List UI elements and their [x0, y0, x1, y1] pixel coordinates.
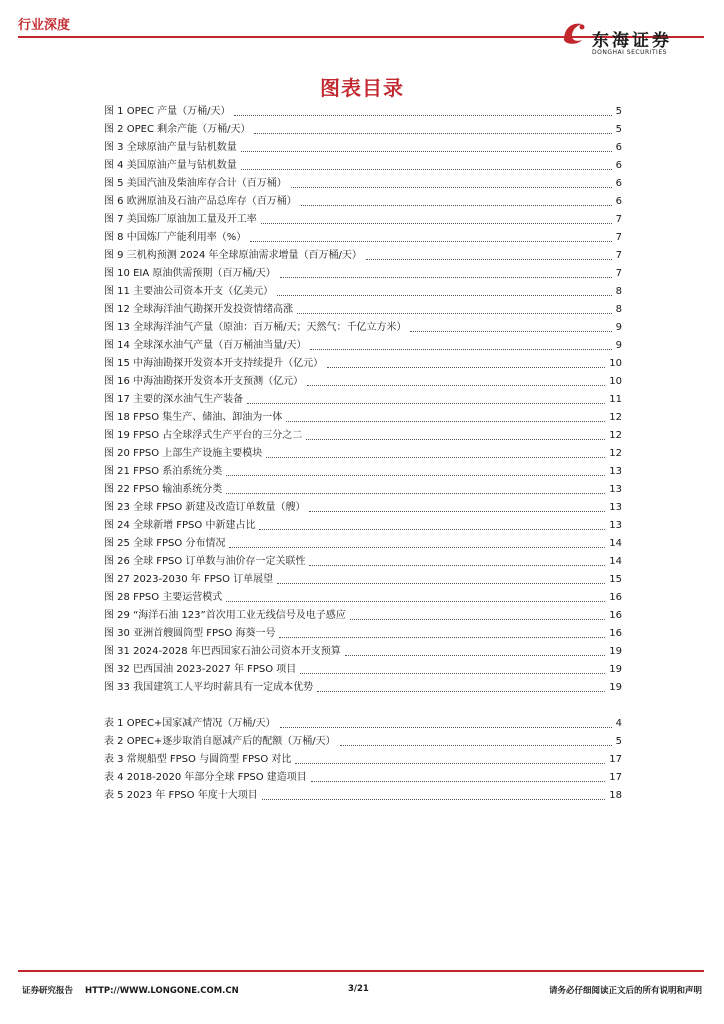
figure-entry-page: 6	[615, 160, 622, 171]
dot-leader	[241, 168, 612, 170]
figure-entry[interactable]	[104, 551, 622, 569]
figure-entry-page: 13	[609, 502, 622, 513]
figure-entry-label: 图 12 全球海洋油气勘探开发投资情绪高涨	[104, 304, 294, 315]
page-number: 3/21	[348, 984, 369, 994]
dot-leader	[280, 276, 612, 278]
dot-leader	[226, 474, 605, 476]
figure-entry[interactable]	[104, 641, 622, 659]
figure-entry[interactable]	[104, 569, 622, 587]
figure-entry-label: 图 8 中国炼厂产能利用率（%）	[104, 232, 247, 243]
figure-entry-label: 图 33 我国建筑工人平均时薪具有一定成本优势	[104, 682, 314, 693]
figure-entry-page: 13	[609, 466, 622, 477]
figure-entry-page: 16	[609, 610, 622, 621]
figure-entry[interactable]	[104, 461, 622, 479]
dot-leader	[234, 114, 611, 116]
dot-leader	[350, 618, 606, 620]
table-entry[interactable]	[104, 713, 622, 731]
figure-entry-label: 图 31 2024-2028 年巴西国家石油公司资本开支预算	[104, 646, 341, 657]
dot-leader	[261, 222, 612, 224]
figure-list	[104, 101, 622, 695]
dot-leader	[277, 294, 612, 296]
dot-leader	[226, 492, 605, 494]
figure-entry-label: 图 16 中海油勘探开发资本开支预测（亿元）	[104, 376, 304, 387]
figure-entry-label: 图 25 全球 FPSO 分布情况	[104, 538, 226, 549]
dot-leader	[309, 510, 605, 512]
table-entry-page: 5	[615, 736, 622, 747]
logo-text-en: DONGHAI SECURITIES	[592, 49, 667, 56]
figure-entry[interactable]	[104, 119, 622, 137]
figure-entry-label: 图 13 全球海洋油气产量（原油：百万桶/天；天然气：千亿立方米）	[104, 322, 407, 333]
figure-entry-page: 11	[609, 394, 622, 405]
figure-entry[interactable]	[104, 479, 622, 497]
dot-leader	[254, 132, 611, 134]
dot-leader	[327, 366, 605, 368]
dot-leader	[250, 240, 611, 242]
figure-entry-page: 13	[609, 520, 622, 531]
figure-entry-label: 图 18 FPSO 集生产、储油、卸油为一体	[104, 412, 283, 423]
figure-entry-page: 16	[609, 592, 622, 603]
figure-entry[interactable]	[104, 407, 622, 425]
figure-entry[interactable]	[104, 137, 622, 155]
figure-entry[interactable]	[104, 533, 622, 551]
figure-entry-label: 图 27 2023-2030 年 FPSO 订单展望	[104, 574, 274, 585]
figure-entry[interactable]	[104, 515, 622, 533]
company-logo	[560, 18, 706, 58]
figure-entry-label: 图 22 FPSO 输油系统分类	[104, 484, 223, 495]
figure-entry[interactable]	[104, 299, 622, 317]
figure-entry-page: 8	[615, 286, 622, 297]
figure-entry-page: 14	[609, 556, 622, 567]
figure-entry[interactable]	[104, 605, 622, 623]
figure-entry-label: 图 20 FPSO 上部生产设施主要模块	[104, 448, 263, 459]
dot-leader	[286, 420, 605, 422]
figure-entry[interactable]	[104, 245, 622, 263]
figure-entry-label: 图 23 全球 FPSO 新建及改造订单数量（艘）	[104, 502, 306, 513]
figure-entry[interactable]	[104, 677, 622, 695]
dot-leader	[247, 402, 605, 404]
table-entry[interactable]	[104, 785, 622, 803]
dot-leader	[300, 672, 605, 674]
dot-leader	[307, 384, 605, 386]
figure-entry-page: 9	[615, 322, 622, 333]
dot-leader	[259, 528, 605, 530]
figure-entry-label: 图 29 “海洋石油 123”首次用工业无线信号及电子感应	[104, 610, 346, 621]
dot-leader	[279, 636, 605, 638]
figure-entry-label: 图 7 美国炼厂原油加工量及开工率	[104, 214, 257, 225]
figure-entry-page: 14	[609, 538, 622, 549]
footer-left	[22, 984, 239, 996]
figure-entry-label: 图 17 主要的深水油气生产装备	[104, 394, 244, 405]
figure-entry-page: 5	[615, 106, 622, 117]
figure-entry-label: 图 10 EIA 原油供需预期（百万桶/天）	[104, 268, 276, 279]
figure-entry-page: 12	[609, 430, 622, 441]
figure-entry[interactable]	[104, 227, 622, 245]
figure-entry[interactable]	[104, 155, 622, 173]
figure-entry-label: 图 1 OPEC 产量（万桶/天）	[104, 106, 231, 117]
figure-entry-label: 图 6 欧洲原油及石油产品总库存（百万桶）	[104, 196, 297, 207]
figure-entry-label: 图 4 美国原油产量与钻机数量	[104, 160, 237, 171]
table-entry-page: 18	[609, 790, 622, 801]
figure-entry[interactable]	[104, 317, 622, 335]
logo-mark-icon	[560, 18, 588, 46]
figure-entry[interactable]	[104, 353, 622, 371]
figure-entry-page: 12	[609, 448, 622, 459]
figure-entry-label: 图 14 全球深水油气产量（百万桶油当量/天）	[104, 340, 307, 351]
footer-rule	[18, 970, 704, 972]
table-entry-page: 17	[609, 772, 622, 783]
dot-leader	[340, 744, 612, 746]
footer-disclaimer: 请务必仔细阅读正文后的所有说明和声明	[548, 986, 702, 996]
figure-entry-page: 19	[609, 682, 622, 693]
figure-entry-label: 图 28 FPSO 主要运营模式	[104, 592, 223, 603]
dot-leader	[291, 186, 612, 188]
dot-leader	[317, 690, 605, 692]
figure-entry-page: 6	[615, 196, 622, 207]
figure-entry-label: 图 21 FPSO 系泊系统分类	[104, 466, 223, 477]
dot-leader	[277, 582, 605, 584]
dot-leader	[266, 456, 605, 458]
table-entry-label: 表 1 OPEC+国家减产情况（万桶/天）	[104, 718, 276, 729]
table-entry-page: 4	[615, 718, 622, 729]
figure-entry-label: 图 2 OPEC 剩余产能（万桶/天）	[104, 124, 251, 135]
table-entry-label: 表 5 2023 年 FPSO 年度十大项目	[104, 790, 258, 801]
figure-entry[interactable]	[104, 335, 622, 353]
table-entry[interactable]	[104, 749, 622, 767]
figure-entry[interactable]	[104, 623, 622, 641]
figure-entry-page: 13	[609, 484, 622, 495]
figure-entry-label: 图 15 中海油勘探开发资本开支持续提升（亿元）	[104, 358, 324, 369]
figure-entry[interactable]	[104, 371, 622, 389]
dot-leader	[345, 654, 605, 656]
figure-entry-label: 图 32 巴西国油 2023-2027 年 FPSO 项目	[104, 664, 297, 675]
logo-text-cn: 东海证券	[592, 31, 672, 51]
figure-entry-label: 图 3 全球原油产量与钻机数量	[104, 142, 237, 153]
figure-entry[interactable]	[104, 587, 622, 605]
table-entry-page: 17	[609, 754, 622, 765]
dot-leader	[297, 312, 612, 314]
figure-entry[interactable]	[104, 191, 622, 209]
table-list	[104, 713, 622, 803]
figure-entry[interactable]	[104, 209, 622, 227]
figure-entry-page: 8	[615, 304, 622, 315]
figure-entry-page: 16	[609, 628, 622, 639]
table-entry-label: 表 2 OPEC+逐步取消自愿减产后的配额（万桶/天）	[104, 736, 336, 747]
dot-leader	[295, 762, 605, 764]
footer-report-label: 证券研究报告	[22, 986, 74, 996]
figure-entry-page: 7	[615, 250, 622, 261]
figure-entry-page: 15	[609, 574, 622, 585]
figure-entry[interactable]	[104, 443, 622, 461]
dot-leader	[262, 798, 606, 800]
figure-entry-page: 6	[615, 142, 622, 153]
figure-entry[interactable]	[104, 389, 622, 407]
dot-leader	[310, 348, 611, 350]
figure-entry[interactable]	[104, 659, 622, 677]
dot-leader	[306, 438, 605, 440]
figure-entry-label: 图 9 三机构预测 2024 年全球原油需求增量（百万桶/天）	[104, 250, 362, 261]
figure-entry[interactable]	[104, 263, 622, 281]
dot-leader	[229, 546, 605, 548]
figure-entry-page: 19	[609, 646, 622, 657]
figure-entry-label: 图 24 全球新增 FPSO 中新建占比	[104, 520, 256, 531]
figure-entry-page: 7	[615, 232, 622, 243]
section-label: 行业深度	[18, 18, 71, 33]
figure-entry-page: 7	[615, 214, 622, 225]
dot-leader	[301, 204, 612, 206]
figure-entry-page: 5	[615, 124, 622, 135]
dot-leader	[309, 564, 605, 566]
figure-entry-page: 19	[609, 664, 622, 675]
dot-leader	[311, 780, 606, 782]
dot-leader	[366, 258, 612, 260]
figure-entry-page: 10	[609, 376, 622, 387]
figure-entry-page: 6	[615, 178, 622, 189]
dot-leader	[280, 726, 612, 728]
dot-leader	[241, 150, 612, 152]
figure-entry[interactable]	[104, 281, 622, 299]
page-title: 图表目录	[320, 76, 404, 100]
figure-entry-label: 图 30 亚洲首艘圆筒型 FPSO 海葵一号	[104, 628, 276, 639]
table-entry-label: 表 4 2018-2020 年部分全球 FPSO 建造项目	[104, 772, 307, 783]
figure-entry-label: 图 5 美国汽油及柴油库存合计（百万桶）	[104, 178, 287, 189]
figure-entry-page: 9	[615, 340, 622, 351]
footer-url[interactable]: HTTP://WWW.LONGONE.COM.CN	[85, 986, 239, 996]
dot-leader	[410, 330, 611, 332]
figure-entry-page: 12	[609, 412, 622, 423]
table-entry-label: 表 3 常规船型 FPSO 与圆筒型 FPSO 对比	[104, 754, 292, 765]
figure-entry-label: 图 26 全球 FPSO 订单数与油价存一定关联性	[104, 556, 306, 567]
figure-entry-page: 10	[609, 358, 622, 369]
figure-entry[interactable]	[104, 425, 622, 443]
dot-leader	[226, 600, 605, 602]
figure-entry[interactable]	[104, 101, 622, 119]
figure-entry-page: 7	[615, 268, 622, 279]
table-entry[interactable]	[104, 767, 622, 785]
figure-entry[interactable]	[104, 497, 622, 515]
figure-entry[interactable]	[104, 173, 622, 191]
table-entry[interactable]	[104, 731, 622, 749]
figure-entry-label: 图 11 主要油公司资本开支（亿美元）	[104, 286, 274, 297]
figure-entry-label: 图 19 FPSO 占全球浮式生产平台的三分之二	[104, 430, 303, 441]
